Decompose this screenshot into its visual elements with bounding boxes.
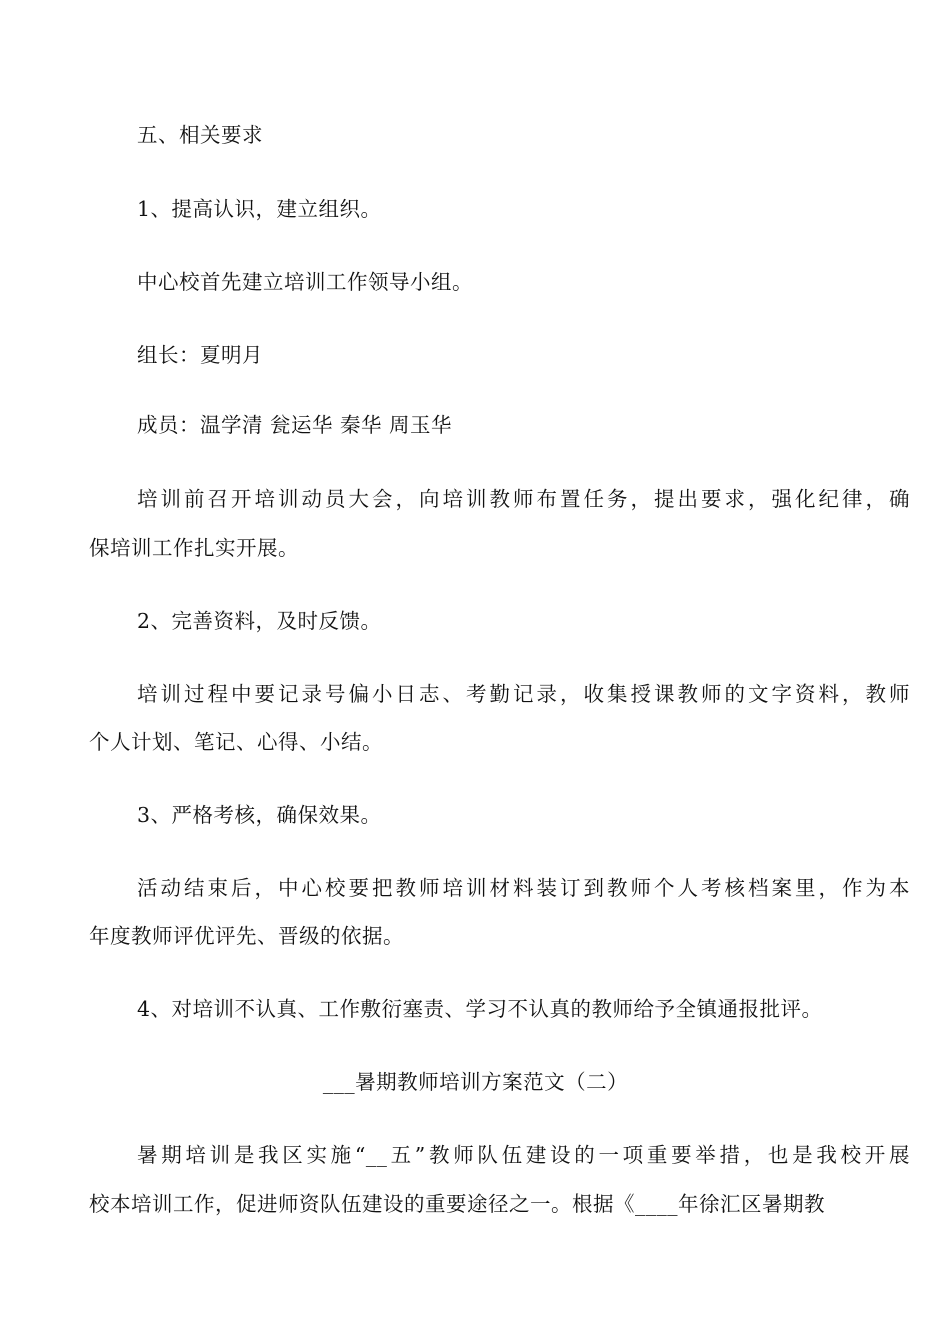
members-line: 成员：温学清 瓮运华 秦华 周玉华 [137, 413, 453, 437]
records-paragraph-line-1: 培训过程中要记录号偏小日志、考勤记录，收集授课教师的文字资料，教师 [137, 682, 910, 706]
requirement-3-title: 3、严格考核，确保效果。 [137, 803, 382, 827]
archive-paragraph-line-1: 活动结束后，中心校要把教师培训材料装订到教师个人考核档案里，作为本 [137, 876, 910, 900]
requirement-2-title: 2、完善资料，及时反馈。 [137, 609, 382, 633]
requirement-1-description: 中心校首先建立培训工作领导小组。 [137, 270, 473, 294]
second-document-title: ___暑期教师培训方案范文（二） [322, 1070, 629, 1094]
meeting-paragraph-line-1: 培训前召开培训动员大会，向培训教师布置任务，提出要求，强化纪律，确 [137, 487, 910, 511]
requirement-1-title: 1、提高认识，建立组织。 [137, 197, 382, 221]
requirement-4: 4、对培训不认真、工作敷衍塞责、学习不认真的教师给予全镇通报批评。 [137, 997, 823, 1021]
intro-paragraph-line-2: 校本培训工作，促进师资队伍建设的重要途径之一。根据《____年徐汇区暑期教 [89, 1192, 825, 1216]
intro-paragraph-line-1: 暑期培训是我区实施“__五”教师队伍建设的一项重要举措，也是我校开展 [137, 1143, 910, 1167]
section-heading: 五、相关要求 [137, 123, 263, 147]
records-paragraph-line-2: 个人计划、笔记、心得、小结。 [89, 730, 383, 754]
leader-line: 组长：夏明月 [137, 343, 263, 367]
meeting-paragraph-line-2: 保培训工作扎实开展。 [89, 536, 299, 560]
archive-paragraph-line-2: 年度教师评优评先、晋级的依据。 [89, 924, 404, 948]
